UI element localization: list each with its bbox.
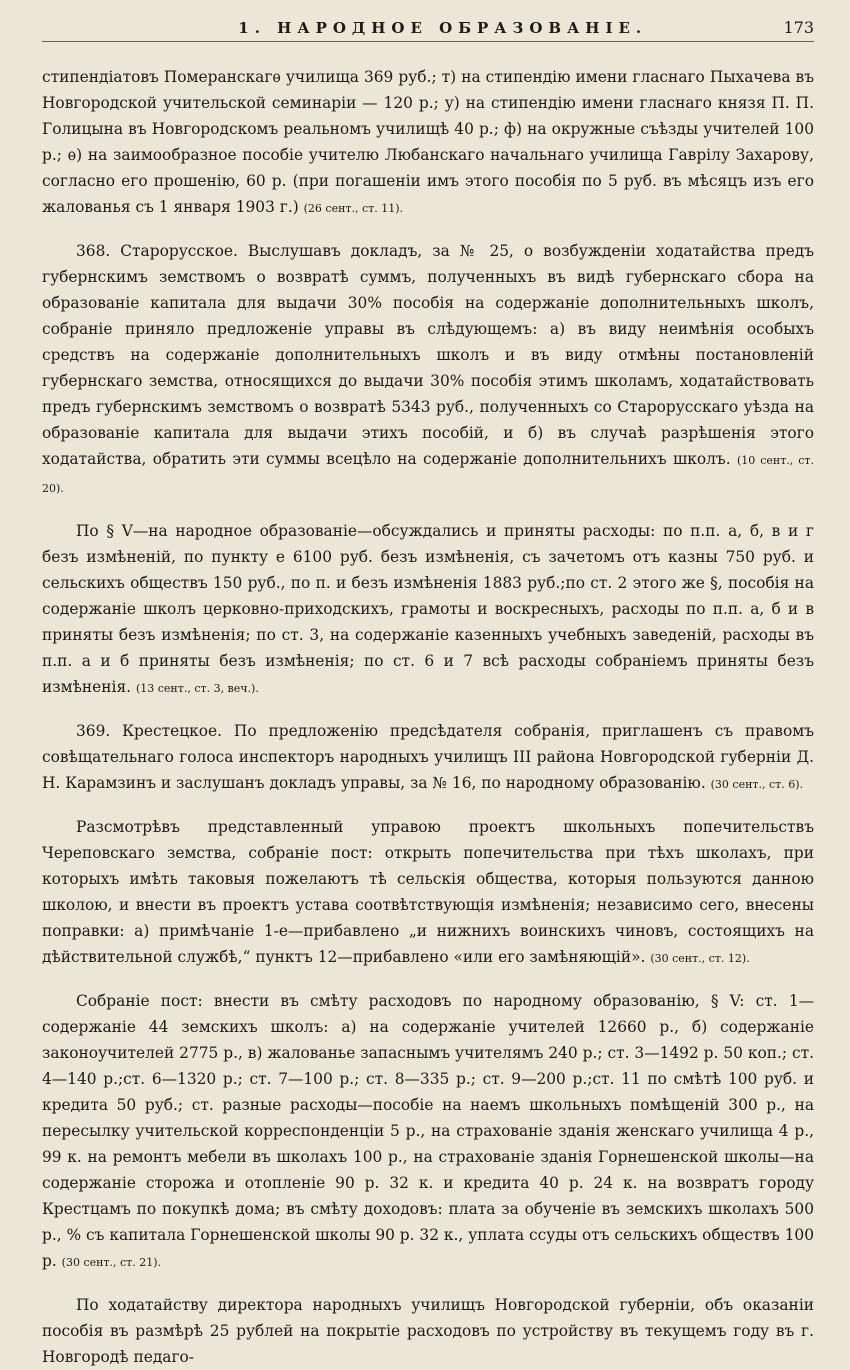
paragraph-7 — [42, 1292, 814, 1370]
paragraph-text: По § V—на народное образованіе—обсуждались и приняты расходы: по п.п. а, б, в и г безъ измѣненій, по пункту е 6100 руб. безъ измѣненія, съ зачетомъ отъ казны 750 руб. и сельскихъ обществъ 150 руб., по п. и безъ измѣненія 1883 руб.;по ст. 2 этого же §, пособія на содержаніе школъ церковно-приходскихъ, грамоты и воскресныхъ, расходы по п.п. а, б и в приняты безъ измѣненія; по ст. 3, на содержаніе казенныхъ учебныхъ заведеній, расходы въ п.п. а и б приняты безъ измѣненія; по ст. 6 и 7 всѣ расходы собраніемъ приняты безъ измѣненія. — [42, 522, 814, 696]
paragraph-5 — [42, 814, 814, 972]
paragraph-text: Собраніе пост: внести въ смѣту расходовъ по народному образованію, § V: ст. 1—содержаніе 44 земскихъ школъ: а) на содержаніе учителей 12660 р., б) содержаніе законоучителей 2775 р., в) жалованье запаснымъ учителямъ 240 р.; ст. 3—1492 р. 50 коп.; ст. 4—140 р.;ст. 6—1320 р.; ст. 7—100 р.; ст. 8—335 р.; ст. 9—200 р.;ст. 11 по смѣтѣ 100 руб. и кредита 50 руб.; ст. разные расходы—пособіе на наемъ школьныхъ помѣщеній 300 р., на пересылку учительской корреспонденціи 5 р., на страхованіе зданія женскаго училища 4 р., 99 к. на ремонтъ мебели въ школахъ 100 р., на страхованіе зданія Горнешенской школы—на содержаніе сторожа и отопленіе 90 р. 32 к. и кредита 40 р. 24 к. на возвратъ городу Крестцамъ по покупкѣ дома; въ смѣту доходовъ: плата за обученіе въ земскихъ школахъ 500 р., % съ капитала Горнешенской школы 90 р. 32 к., уплата ссуды отъ сельскихъ обществъ 100 р. — [42, 992, 814, 1270]
paragraph-note: (13 сент., ст. 3, веч.). — [135, 682, 259, 695]
paragraph-text: стипендіатовъ Померанскагѳ училища 369 руб.; т) на стипендію имени гласнаго Пыхачева въ Новгородской учительской семинаріи — 120 р.; у) на стипендію имени гласнаго князя П. П. Голицына въ Новгородскомъ реальномъ училищѣ 40 р.; ф) на окружные съѣзды учителей 100 р.; ѳ) на заимообразное пособіе учителю Любанскаго начальнаго училища Гаврiлу Захарову, согласно его прошенію, 60 р. (при погашеніи имъ этого пособія по 5 руб. въ мѣсяцъ изъ его жалованья съ 1 января 1903 г.) — [42, 68, 814, 216]
paragraph-text: По ходатайству директора народныхъ училищъ Новгородской губерніи, объ оказаніи пособія въ размѣрѣ 25 рублей на покрытіе расходовъ по устройству въ текущемъ году въ г. Новгородѣ педаго- — [42, 1296, 814, 1366]
paragraph-text: Разсмотрѣвъ представленный управою проектъ школьныхъ попечительствъ Череповскаго земства, собраніе пост: открыть попечительства при тѣхъ школахъ, при которыхъ имѣть таковыя пожелаютъ тѣ сельскія общества, которыя пользуются данною школою, и внести въ проектъ устава соотвѣтствующія измѣненія; независимо сего, внесены поправки: а) примѣчаніе 1-е—прибавлено „и нижнихъ воинскихъ чиновъ, состоящихъ на дѣйствительной службѣ,“ пунктъ 12—прибавлено «или его замѣняющій». — [42, 818, 814, 966]
page-header — [42, 18, 814, 42]
paragraph-6 — [42, 988, 814, 1276]
paragraph-note: (30 сент., ст. 21). — [61, 1256, 162, 1269]
paragraph-note: (26 сент., ст. 11). — [303, 202, 404, 215]
paragraph-text: 369. Крестецкое. По предложенію предсѣдателя собранія, приглашенъ съ правомъ совѣщательнаго голоса инспекторъ народныхъ училищъ III района Новгородской губерніи Д. Н. Карамзинъ и заслушанъ докладъ управы, за № 16, по народному образованію. — [42, 722, 814, 792]
paragraph-4 — [42, 718, 814, 798]
page-number: 173 — [783, 18, 814, 37]
running-head: 1. НАРОДНОЕ ОБРАЗОВАНІЕ. — [238, 19, 648, 37]
paragraph-2 — [42, 238, 814, 502]
paragraph-3 — [42, 518, 814, 702]
paragraph-note: (30 сент., ст. 6). — [710, 778, 804, 791]
paragraph-note: (30 сент., ст. 12). — [650, 952, 750, 965]
paragraph-note: (10 сент., ст. 20). — [42, 454, 814, 495]
paragraph-1 — [42, 64, 814, 222]
paragraph-text: 368. Старорусское. Выслушавъ докладъ, за № 25, о возбужденіи ходатайства предъ губернскимъ земствомъ о возвратѣ суммъ, полученныхъ въ видѣ губернскаго сбора на образованіе капитала для выдачи 30% пособія на содержаніе дополнительныхъ школъ, собраніе приняло предложеніе управы въ слѣдующемъ: а) въ виду неимѣнія особыхъ средствъ на содержаніе дополнительныхъ школъ и въ виду отмѣны постановленій губернскаго земства, относящихся до выдачи 30% пособія этимъ школамъ, ходатайствовать предъ губернскимъ земствомъ о возвратѣ 5343 руб., полученныхъ со Старорусскаго уѣзда на образованіе капитала для выдачи этихъ пособій, и б) въ случаѣ разрѣшенія этого ходатайства, обратить эти суммы всецѣло на содержаніе дополнительнихъ школъ. — [42, 242, 814, 468]
